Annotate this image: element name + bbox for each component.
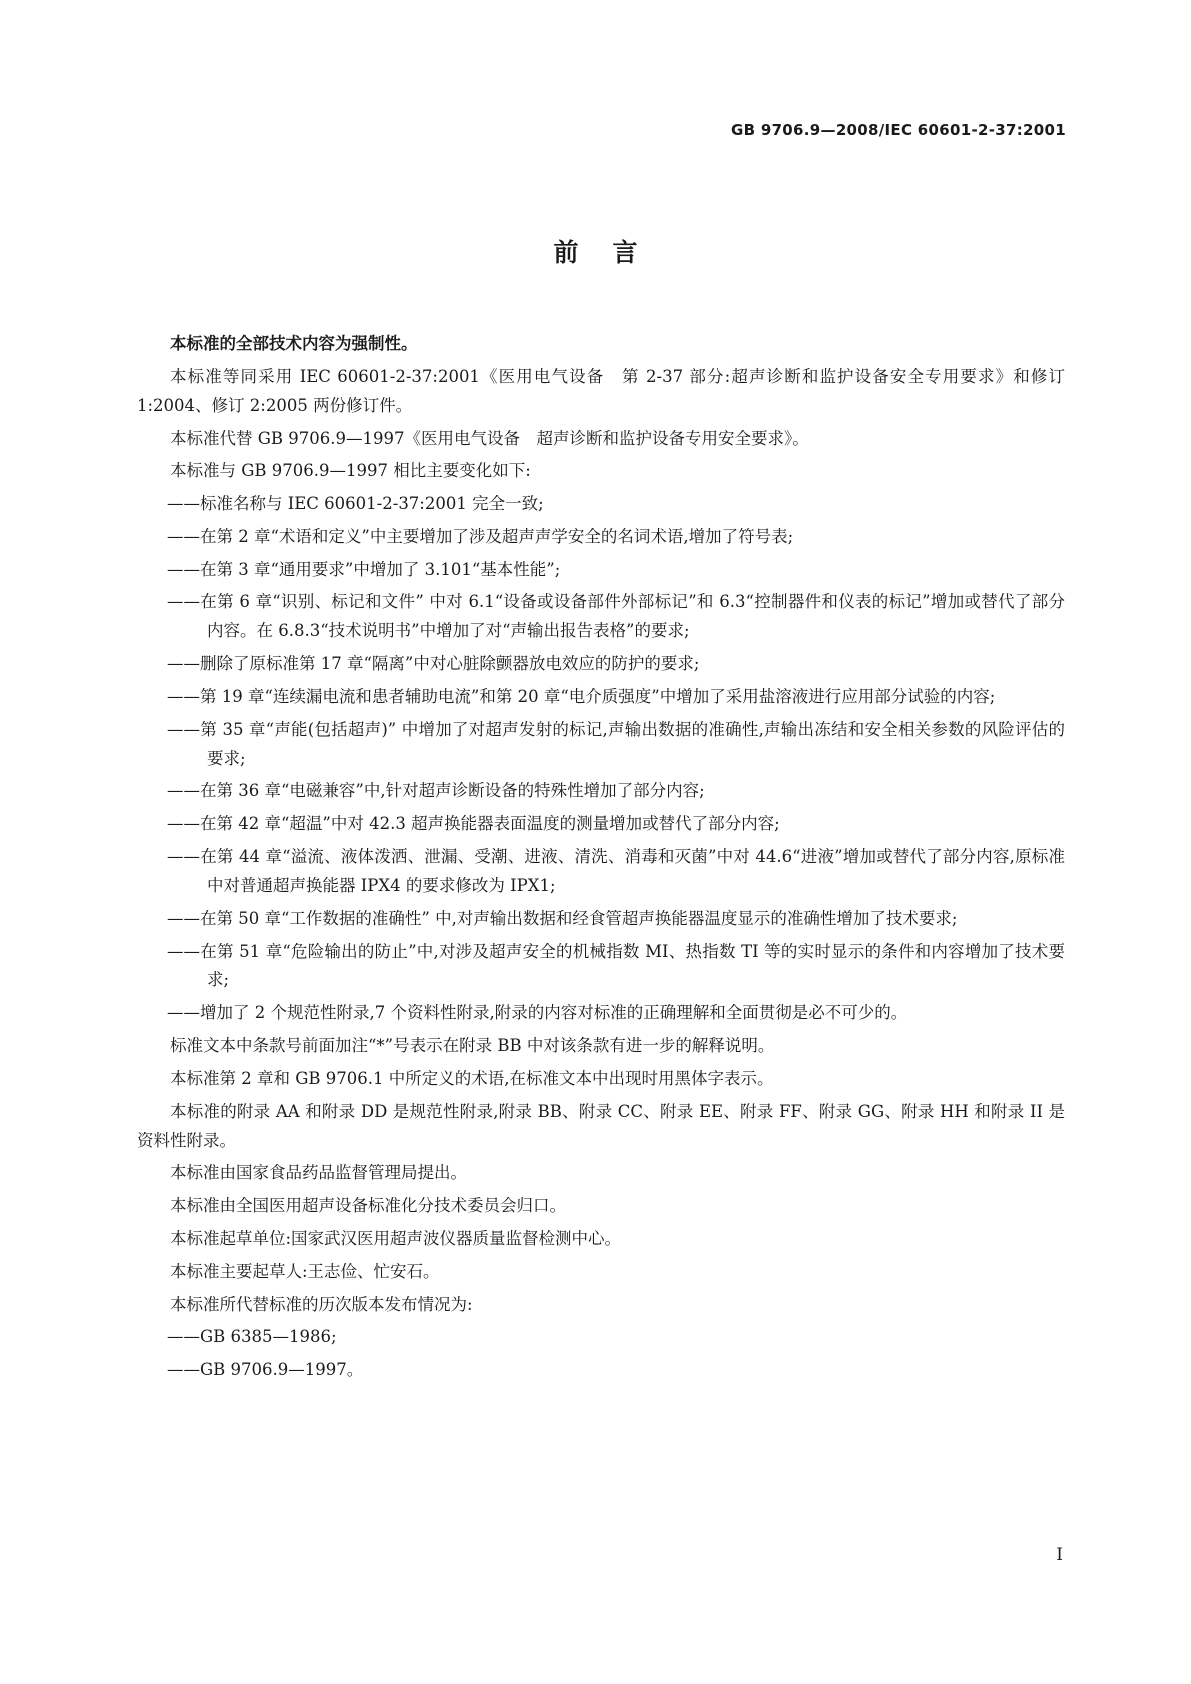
list-item: ——第 35 章“声能(包括超声)” 中增加了对超声发射的标记,声输出数据的准确性,声输出冻结和安全相关参数的风险评估的要求; xyxy=(167,719,1065,768)
changes-list xyxy=(137,490,1065,1028)
list-item: ——在第 42 章“超温”中对 42.3 超声换能器表面温度的测量增加或替代了部分内容; xyxy=(167,814,780,834)
page-number: I xyxy=(1056,1545,1063,1565)
list-item: ——在第 2 章“术语和定义”中主要增加了涉及超声声学安全的名词术语,增加了符号表; xyxy=(167,526,794,546)
paragraph-terms-note: 本标准第 2 章和 GB 9706.1 中所定义的术语,在标准文本中出现时用黑体字表示。 xyxy=(170,1068,774,1088)
list-item: ——标准名称与 IEC 60601-2-37:2001 完全一致; xyxy=(167,494,544,514)
list-item: ——GB 9706.9—1997。 xyxy=(167,1360,364,1380)
list-item: ——GB 6385—1986; xyxy=(167,1327,337,1347)
paragraph-changes-intro: 本标准与 GB 9706.9—1997 相比主要变化如下: xyxy=(170,461,531,481)
document-body xyxy=(137,330,1065,1389)
paragraph-asterisk-note: 标准文本中条款号前面加注“*”号表示在附录 BB 中对该条款有进一步的解释说明。 xyxy=(170,1036,775,1056)
list-item: ——在第 44 章“溢流、液体泼洒、泄漏、受潮、进液、清洗、消毒和灭菌”中对 44.6“进液”增加或替代了部分内容,原标准中对普通超声换能器 IPX4 的要求修改为 IPX1; xyxy=(167,847,1065,895)
list-item: ——增加了 2 个规范性附录,7 个资料性附录,附录的内容对标准的正确理解和全面贯彻是必不可少的。 xyxy=(167,1003,908,1023)
list-item: ——在第 6 章“识别、标记和文件” 中对 6.1“设备或设备部件外部标记”和 6.3“控制器件和仪表的标记”增加或替代了部分内容。在 6.8.3“技术说明书”中增加了对“声输出报告表格”的要求; xyxy=(167,592,1065,641)
paragraph-drafting-unit: 本标准起草单位:国家武汉医用超声波仪器质量监督检测中心。 xyxy=(170,1228,622,1248)
paragraph-adoption: 本标准等同采用 IEC 60601-2-37:2001《医用电气设备 第 2-37 部分:超声诊断和监护设备安全专用要求》和修订 1:2004、修订 2:2005 两份修订件。 xyxy=(137,366,1065,415)
paragraph-drafters: 本标准主要起草人:王志俭、忙安石。 xyxy=(170,1261,440,1281)
list-item: ——在第 36 章“电磁兼容”中,针对超声诊断设备的特殊性增加了部分内容; xyxy=(167,781,705,801)
page-title: 前言 xyxy=(553,238,672,267)
list-item: ——第 19 章“连续漏电流和患者辅助电流”和第 20 章“电介质强度”中增加了采用盐溶液进行应用部分试验的内容; xyxy=(167,686,996,706)
paragraph-history-intro: 本标准所代替标准的历次版本发布情况为: xyxy=(170,1294,473,1314)
list-item: ——在第 3 章“通用要求”中增加了 3.101“基本性能”; xyxy=(167,559,561,579)
previous-versions-list xyxy=(137,1323,1065,1385)
paragraph-proposer: 本标准由国家食品药品监督管理局提出。 xyxy=(170,1163,467,1183)
list-item: ——在第 51 章“危险输出的防止”中,对涉及超声安全的机械指数 MI、热指数 TI 等的实时显示的条件和内容增加了技术要求; xyxy=(167,941,1065,990)
paragraph-replaces: 本标准代替 GB 9706.9—1997《医用电气设备 超声诊断和监护设备专用安全要求》。 xyxy=(170,428,809,448)
standard-code-header: GB 9706.9—2008/IEC 60601-2-37:2001 xyxy=(730,121,1066,139)
paragraph-annexes: 本标准的附录 AA 和附录 DD 是规范性附录,附录 BB、附录 CC、附录 EE、附录 FF、附录 GG、附录 HH 和附录 II 是资料性附录。 xyxy=(137,1101,1065,1150)
mandatory-statement: 本标准的全部技术内容为强制性。 xyxy=(170,334,418,353)
paragraph-committee: 本标准由全国医用超声设备标准化分技术委员会归口。 xyxy=(170,1196,566,1216)
list-item: ——在第 50 章“工作数据的准确性” 中,对声输出数据和经食管超声换能器温度显示的准确性增加了技术要求; xyxy=(167,908,958,928)
list-item: ——删除了原标准第 17 章“隔离”中对心脏除颤器放电效应的防护的要求; xyxy=(167,654,700,674)
